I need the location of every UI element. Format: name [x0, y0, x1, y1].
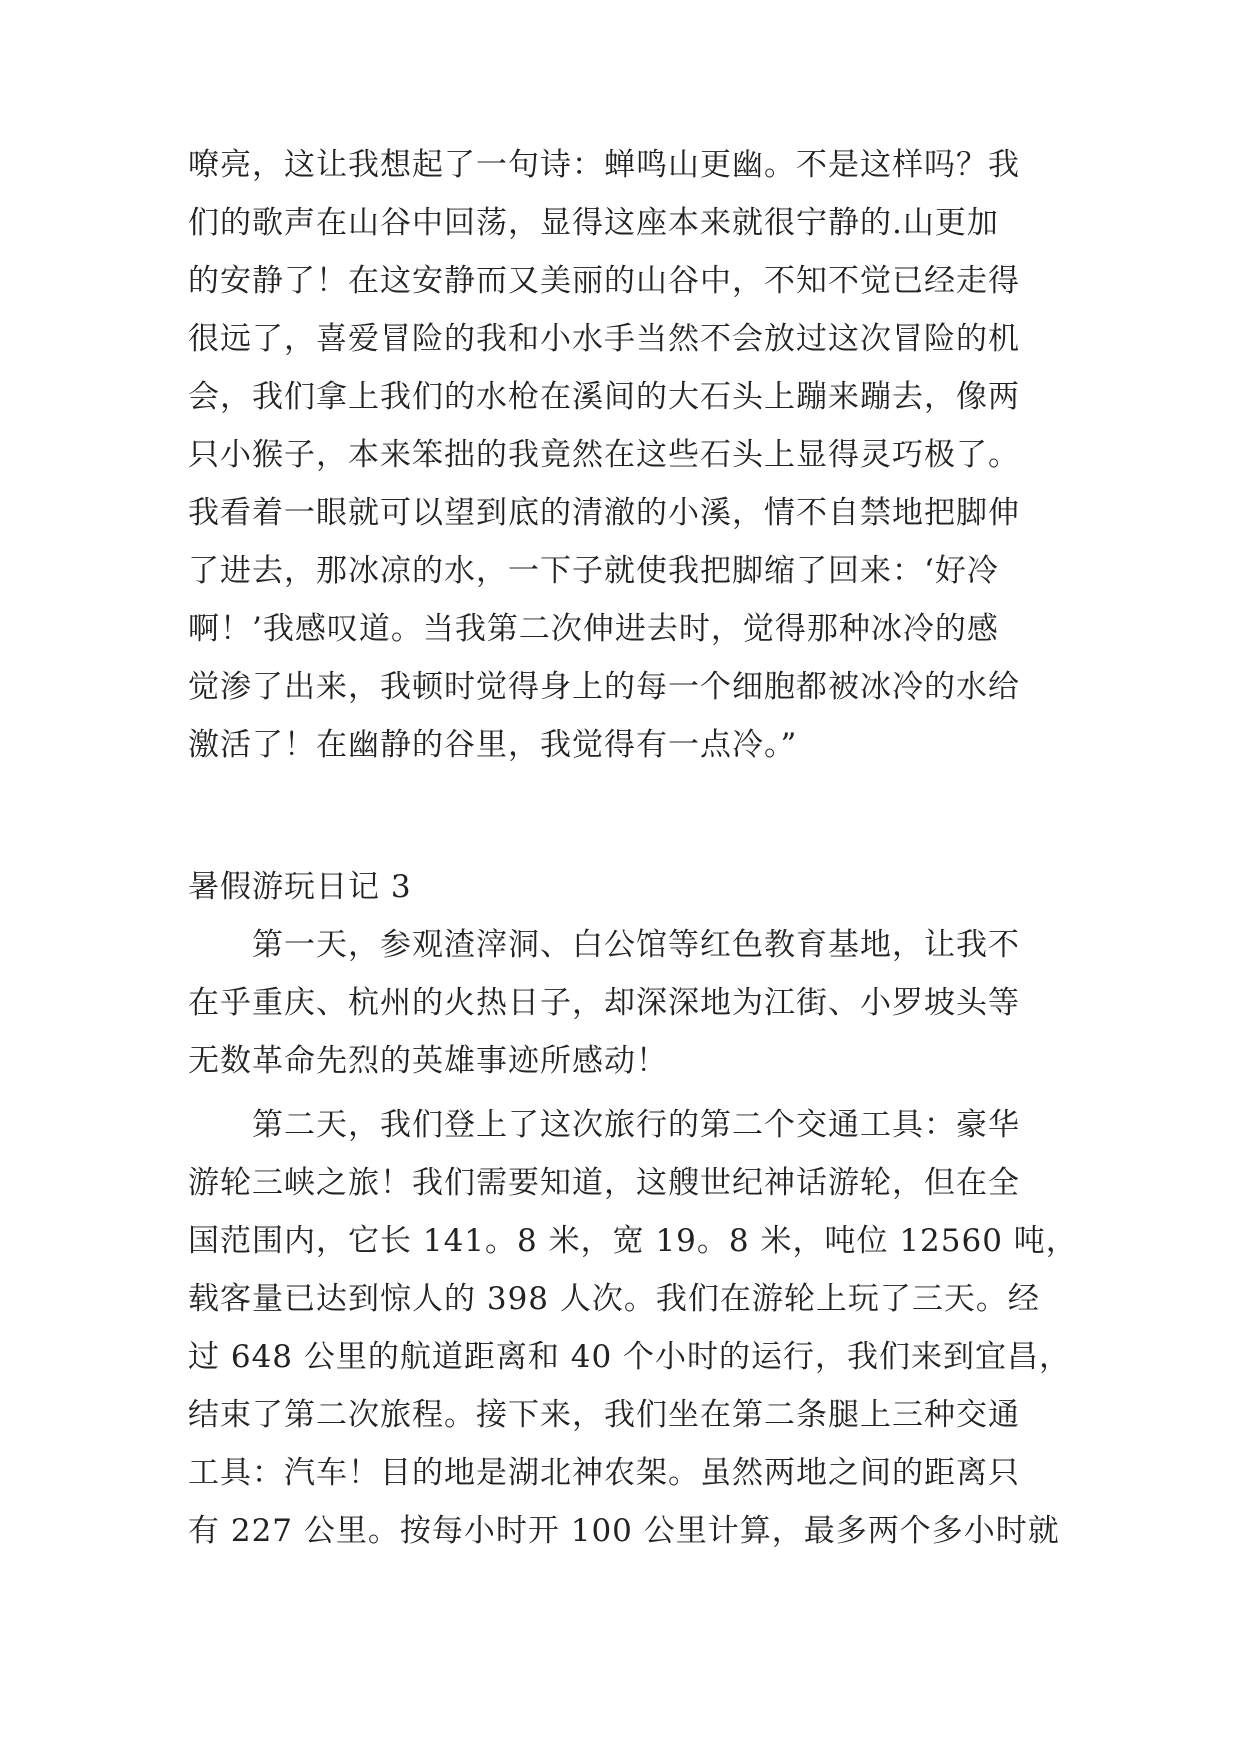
paragraph-continued — [188, 136, 1068, 774]
text-line: 载客量已达到惊人的 398 人次。我们在游轮上玩了三天。经 — [188, 1281, 1040, 1317]
paragraph-day1 — [188, 916, 1068, 1090]
text-line: 工具：汽车！目的地是湖北神农架。虽然两地之间的距离只 — [188, 1455, 1020, 1491]
section-title: 暑假游玩日记 3 — [188, 869, 412, 905]
text-line: 第一天，参观渣滓洞、白公馆等红色教育基地，让我不 — [252, 927, 1020, 963]
text-line: 们的歌声在山谷中回荡，显得这座本来就很宁静的.山更加 — [188, 205, 999, 241]
text-line: 无数革命先烈的英雄事迹所感动！ — [188, 1043, 668, 1079]
paragraph-day2 — [188, 1096, 1078, 1560]
text-line: 游轮三峡之旅！我们需要知道，这艘世纪神话游轮，但在全 — [188, 1165, 1020, 1201]
text-line: 的安静了！在这安静而又美丽的山谷中，不知不觉已经走得 — [188, 263, 1020, 299]
text-line: 啊！’我感叹道。当我第二次伸进去时，觉得那种冰冷的感 — [188, 611, 999, 647]
text-line: 在乎重庆、杭州的火热日子，却深深地为江街、小罗坡头等 — [188, 985, 1020, 1021]
text-line: 结束了第二次旅程。接下来，我们坐在第二条腿上三种交通 — [188, 1397, 1020, 1433]
text-line: 国范围内，它长 141。8 米，宽 19。8 米，吨位 12560 吨， — [188, 1223, 1078, 1259]
text-line: 有 227 公里。按每小时开 100 公里计算，最多两个多小时就 — [188, 1513, 1060, 1549]
text-line: 觉渗了出来，我顿时觉得身上的每一个细胞都被冰冷的水给 — [188, 669, 1020, 705]
text-line: 过 648 公里的航道距离和 40 个小时的运行，我们来到宜昌， — [188, 1339, 1072, 1375]
text-line: 嘹亮，这让我想起了一句诗：蝉鸣山更幽。不是这样吗？我 — [188, 147, 1020, 183]
text-line: 激活了！在幽静的谷里，我觉得有一点冷。” — [188, 727, 798, 763]
text-line: 我看着一眼就可以望到底的清澈的小溪，情不自禁地把脚伸 — [188, 495, 1020, 531]
text-line: 第二天，我们登上了这次旅行的第二个交通工具：豪华 — [252, 1107, 1020, 1143]
text-line: 了进去，那冰凉的水，一下子就使我把脚缩了回来：‘好冷 — [188, 553, 999, 589]
text-line: 只小猴子，本来笨拙的我竟然在这些石头上显得灵巧极了。 — [188, 437, 1020, 473]
text-line: 很远了，喜爱冒险的我和小水手当然不会放过这次冒险的机 — [188, 321, 1020, 357]
text-line: 会，我们拿上我们的水枪在溪间的大石头上蹦来蹦去，像两 — [188, 379, 1020, 415]
